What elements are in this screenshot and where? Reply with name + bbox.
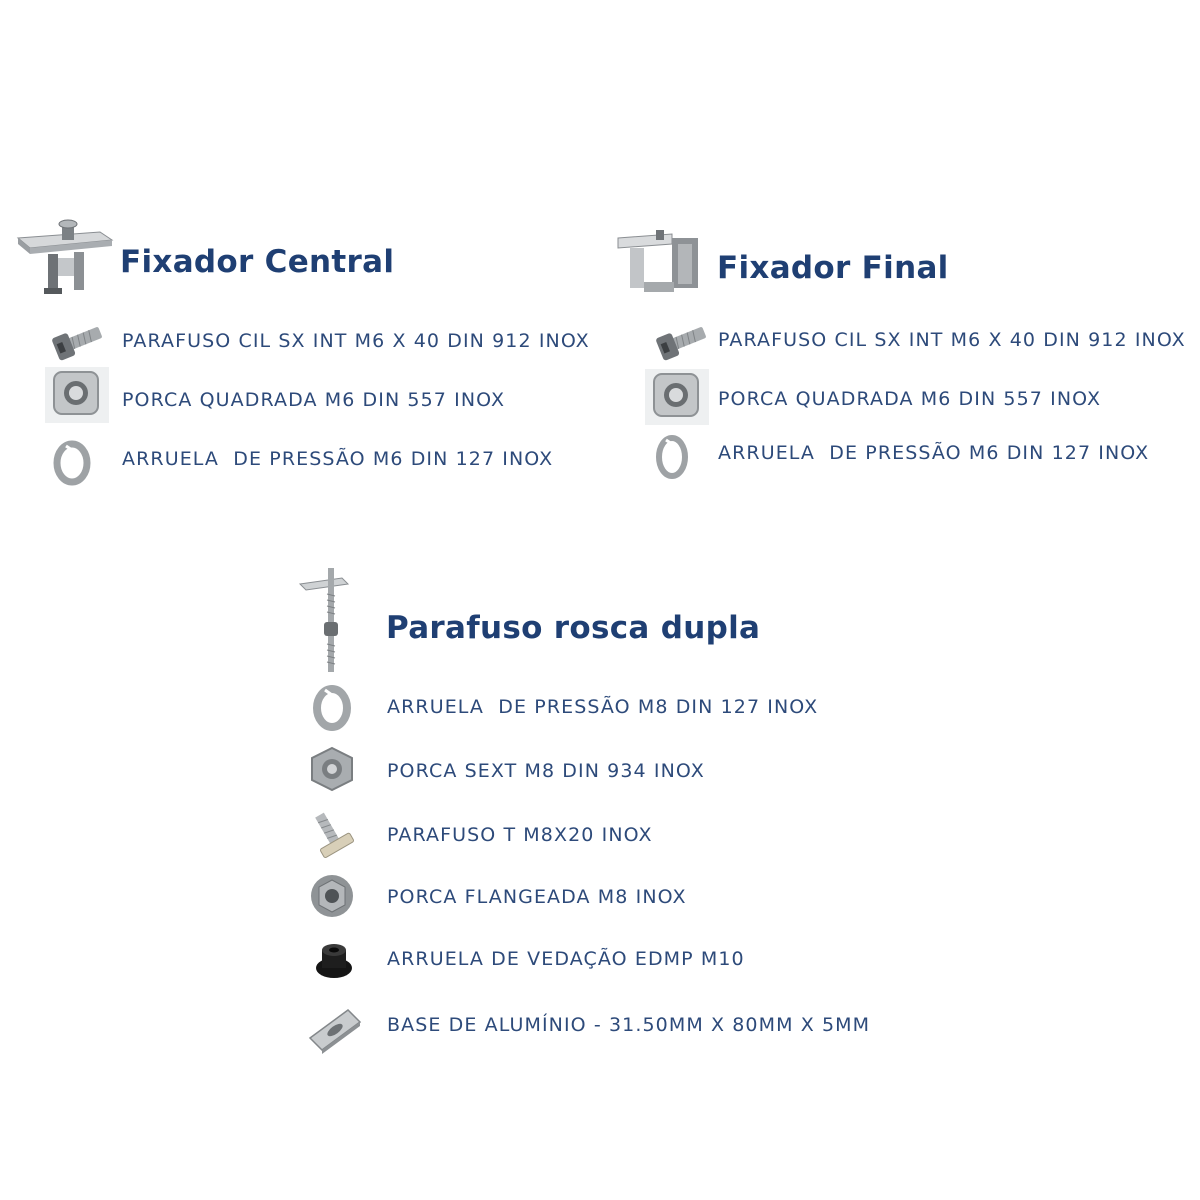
item-label: PORCA QUADRADA M6 DIN 557 INOX — [718, 388, 1102, 410]
item-label: PARAFUSO CIL SX INT M6 X 40 DIN 912 INOX — [122, 330, 590, 352]
item-label: PORCA SEXT M8 DIN 934 INOX — [387, 760, 705, 782]
center-clamp-icon — [14, 218, 114, 300]
socket-screw-icon — [50, 318, 106, 364]
item-label: PORCA QUADRADA M6 DIN 557 INOX — [122, 389, 506, 411]
sealing-washer-icon — [310, 938, 358, 982]
hex-nut-icon — [308, 746, 356, 792]
item-label: PARAFUSO CIL SX INT M6 X 40 DIN 912 INOX — [718, 329, 1186, 351]
aluminum-base-icon — [304, 1004, 364, 1056]
section-title: Fixador Final — [717, 250, 949, 286]
double-thread-bolt-icon — [298, 564, 358, 674]
item-label: ARRUELA DE PRESSÃO M6 DIN 127 INOX — [718, 442, 1150, 464]
section-title: Fixador Central — [120, 244, 395, 280]
item-label: ARRUELA DE PRESSÃO M6 DIN 127 INOX — [122, 448, 554, 470]
t-bolt-icon — [306, 808, 356, 862]
item-label: BASE DE ALUMÍNIO - 31.50MM X 80MM X 5MM — [387, 1014, 871, 1036]
item-label: ARRUELA DE VEDAÇÃO EDMP M10 — [387, 948, 745, 970]
end-clamp-icon — [616, 228, 702, 298]
socket-screw-icon — [654, 318, 710, 364]
flange-nut-icon — [308, 872, 356, 920]
square-nut-icon — [644, 368, 710, 426]
item-label: ARRUELA DE PRESSÃO M8 DIN 127 INOX — [387, 696, 819, 718]
lock-washer-icon — [310, 684, 354, 732]
lock-washer-icon — [652, 434, 692, 480]
square-nut-icon — [44, 366, 110, 424]
item-label: PORCA FLANGEADA M8 INOX — [387, 886, 687, 908]
section-title: Parafuso rosca dupla — [386, 610, 761, 646]
item-label: PARAFUSO T M8X20 INOX — [387, 824, 653, 846]
lock-washer-icon — [52, 440, 92, 486]
